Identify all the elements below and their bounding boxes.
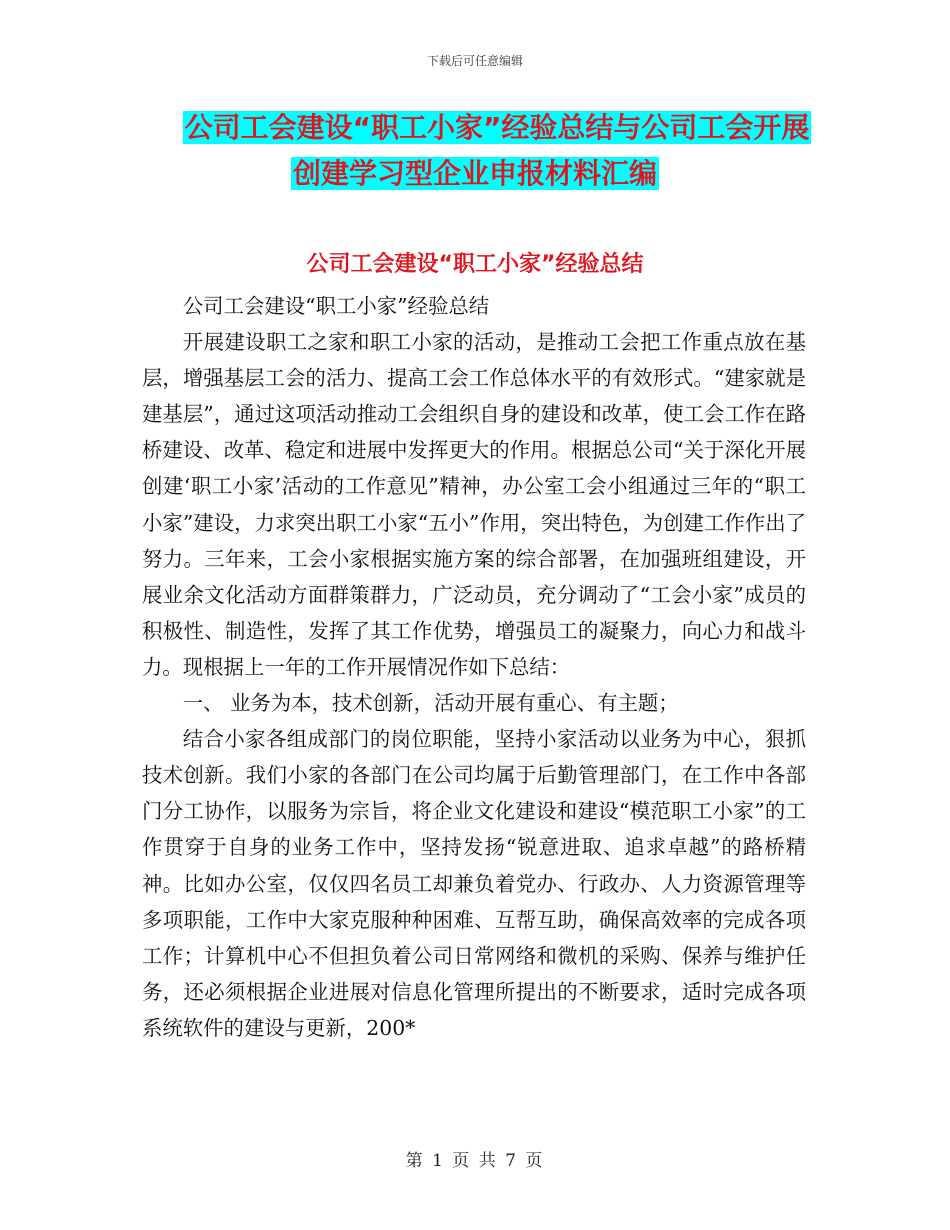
body-paragraph: 开展建设职工之家和职工小家的活动，是推动工会把工作重点放在基层，增强基层工会的活力、提高工会工作总体水平的有效形式。“建家就是建基层”，通过这项活动推动工会组织自身的建设和改革，使工会工作在路桥建设、改革、稳定和进展中发挥更大的作用。根据总公司“关于深化开展创建‘职工小家’活动的工作意见”精神，办公室工会小组通过三年的“职工小家”建设，力求突出职工小家“五小”作用，突出特色，为创建工作作出了努力。三年来，工会小家根据实施方案的综合部署，在加强班组建设，开展业余文化活动方面群策群力，广泛动员，充分调动了“工会小家”成员的积极性、制造性，发挥了其工作优势，增强员工的凝聚力，向心力和战斗力。现根据上一年的工作开展情况作如下总结： [142,330,806,679]
document-body [142,288,806,1046]
document-title-text-1: 公司工会建设“职工小家”经验总结与公司工会开展 [184,111,810,144]
body-paragraph: 公司工会建设“职工小家”经验总结 [182,294,490,318]
page-header-note: 下载后可任意编辑 [426,54,523,68]
body-paragraph: 一、 业务为本，技术创新，活动开展有重心、有主题； [182,691,679,716]
document-title-line-2 [0,156,950,192]
document-title-text-2: 创建学习型企业申报材料汇编 [292,157,657,190]
body-paragraph: 结合小家各组成部门的岗位职能，坚持小家活动以业务为中心，狠抓技术创新。我们小家的各部门在公司均属于后勤管理部门，在工作中各部门分工协作，以服务为宗旨，将企业文化建设和建设“模范职工小家”的工作贯穿于自身的业务工作中，坚持发扬“锐意进取、追求卓越”的路桥精神。比如办公室，仅仅四名员工却兼负着党办、行政办、人力资源管理等多项职能，工作中大家克服种种困难、互帮互助，确保高效率的完成各项工作；计算机中心不但担负着公司日常网络和微机的采购、保养与维护任务，还必须根据企业进展对信息化管理所提出的不断要求，适时完成各项系统软件的建设与更新，200* [142,727,806,1040]
section-title: 公司工会建设“职工小家”经验总结 [306,252,644,277]
document-title-line-1 [0,110,950,146]
page-number: 第 1 页 共 7 页 [405,1151,545,1171]
